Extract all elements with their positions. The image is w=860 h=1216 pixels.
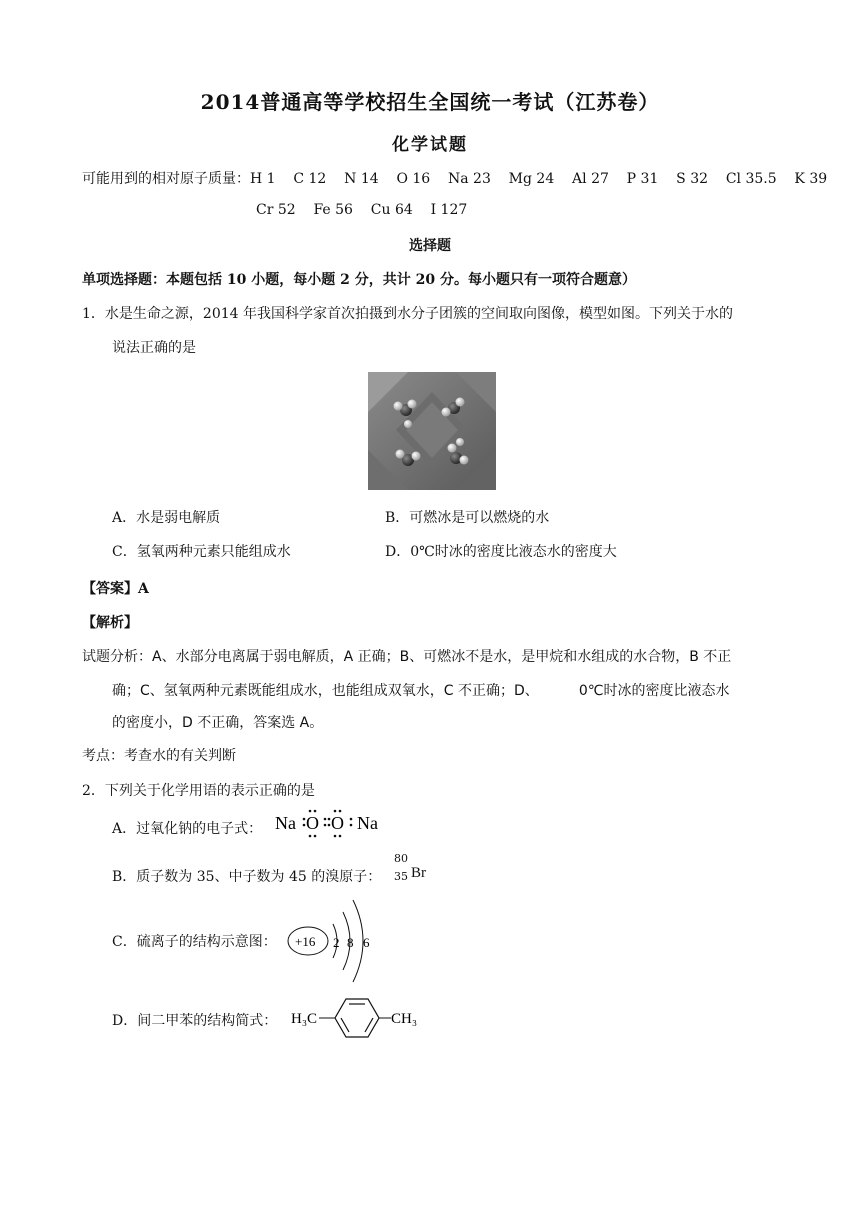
q1-stem-line-1: 1．水是生命之源，2014 年我国科学家首次拍摄到水分子团簇的空间取向图像，模型如图。下列关于水的 bbox=[82, 306, 733, 322]
atomic-mass-line-1: 可能用到的相对原子质量：H 1 C 12 N 14 O 16 Na 23 Mg 24 Al 27 P 31 S 32 Cl 35.5 K 39 bbox=[82, 171, 828, 187]
exam-subtitle: 化学试题 bbox=[392, 135, 468, 155]
q2-option-a-label: A．过氧化钠的电子式： bbox=[112, 821, 263, 837]
section-note: 单项选择题：本题包括 10 小题，每小题 2 分，共计 20 分。每小题只有一项符合题意） bbox=[82, 272, 636, 288]
q1-option-c: C．氢氧两种元素只能组成水 bbox=[112, 544, 291, 560]
methyl-left: H₃C bbox=[291, 1011, 318, 1027]
q1-option-a: A．水是弱电解质 bbox=[112, 510, 221, 526]
oxygen-1: O bbox=[306, 813, 319, 833]
mass-number: 80 bbox=[394, 852, 408, 865]
exam-title: 2014普通高等学校招生全国统一考试（江苏卷） bbox=[200, 90, 660, 114]
element-symbol: Br bbox=[411, 865, 426, 881]
q2-option-b bbox=[112, 866, 381, 886]
shell-3-electrons: 6 bbox=[363, 935, 370, 950]
q1-analysis-label: 【解析】 bbox=[82, 615, 138, 631]
shell-2-electrons: 8 bbox=[347, 935, 354, 950]
q2-option-d-label: D．间二甲苯的结构简式： bbox=[112, 1013, 278, 1029]
q1-answer: 【答案】A bbox=[82, 581, 149, 597]
bromine-isotope-symbol bbox=[389, 852, 439, 888]
q1-option-b: B．可燃冰是可以燃烧的水 bbox=[385, 510, 550, 526]
nucleus-charge: +16 bbox=[295, 934, 316, 949]
na-right: Na bbox=[357, 813, 378, 833]
water-cluster-image bbox=[368, 372, 496, 490]
q2-option-c-label: C．硫离子的结构示意图： bbox=[112, 934, 277, 950]
methyl-right: CH₃ bbox=[391, 1011, 418, 1027]
q1-analysis-line-1: 试题分析：A、水部分电离属于弱电解质，A 正确；B、可燃冰不是水，是甲烷和水组成的水合物，B 不正 bbox=[82, 649, 732, 665]
shell-1-electrons: 2 bbox=[333, 935, 340, 950]
xylene-structure-diagram bbox=[291, 992, 427, 1044]
q1-point: 考点：考查水的有关判断 bbox=[82, 748, 236, 764]
sulfide-ion-structure-diagram bbox=[285, 894, 380, 984]
atomic-mass-line-2: Cr 52 Fe 56 Cu 64 I 127 bbox=[256, 202, 468, 218]
atomic-number: 35 bbox=[394, 870, 408, 883]
q2-option-b-label: B．质子数为 35、中子数为 45 的溴原子： bbox=[112, 869, 382, 885]
oxygen-2: O bbox=[331, 813, 344, 833]
section-heading: 选择题 bbox=[409, 238, 451, 254]
sodium-peroxide-electron-formula bbox=[273, 806, 388, 840]
na-left: Na bbox=[275, 813, 296, 833]
q2-option-c bbox=[112, 931, 277, 951]
q2-option-a bbox=[112, 818, 262, 838]
q1-analysis-line-2: 确；C、氢氧两种元素既能组成水，也能组成双氧水，C 不正确；D、 0℃时冰的密度比液态水 bbox=[112, 683, 730, 699]
q1-stem-line-2: 说法正确的是 bbox=[112, 340, 196, 356]
q1-analysis-line-3: 的密度小，D 不正确，答案选 A。 bbox=[112, 715, 324, 731]
q2-stem: 2．下列关于化学用语的表示正确的是 bbox=[82, 783, 315, 799]
q1-option-d: D．0℃时冰的密度比液态水的密度大 bbox=[385, 544, 617, 560]
q2-option-d bbox=[112, 1010, 277, 1030]
